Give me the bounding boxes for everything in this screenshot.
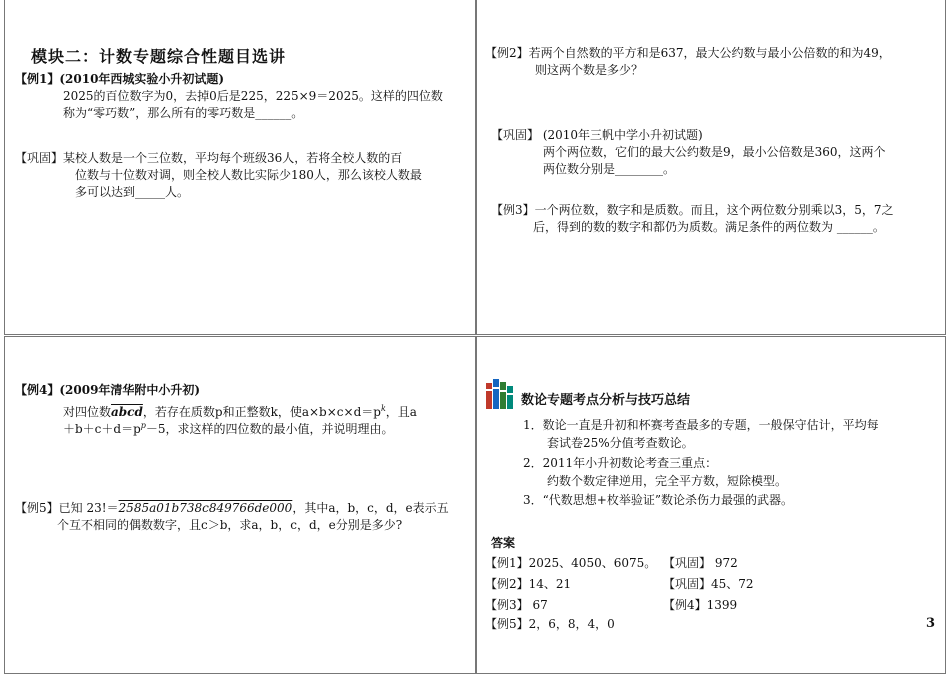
books-icon (485, 377, 515, 409)
summary-item-2: 2．2011年小升初数论考查三重点： (523, 456, 718, 470)
ex4-text-a: 对四位数 (63, 405, 112, 419)
ex2-line-1: 【例2】若两个自然数的平方和是637，最大公约数与最小公倍数的和为49， (485, 46, 891, 60)
summary-item-2-cont: 约数个数定律逆用，完全平方数，短除模型。 (547, 474, 788, 488)
slide-panel-1 (4, 0, 476, 335)
gonggu-1-line-2: 位数与十位数对调，则全校人数比实际少180人，那么该校人数最 (75, 168, 422, 182)
ex4-exponent-p: p (140, 421, 146, 430)
gonggu-1-line-1: 【巩固】某校人数是一个三位数，平均每个班级36人，若将全校人数的百 (15, 151, 403, 165)
summary-item-1-cont: 套试卷25%分值考查数论。 (547, 436, 694, 450)
ex4-header: 【例4】(2009年清华附中小升初) (15, 383, 201, 397)
ex4-text-b: ，若存在质数p和正整数k，使a×b×c×d＝p (142, 405, 381, 419)
ex4-text-c: ，且a (385, 405, 417, 419)
gonggu-2-line-2: 两位数分别是________。 (543, 162, 676, 176)
ex4-exponent-k: k (380, 404, 386, 413)
ex5-line-2: 个互不相同的偶数数字，且c＞b，求a，b，c，d，e分别是多少? (57, 518, 403, 532)
ex1-header: 【例1】(2010年西城实验小升初试题) (15, 72, 225, 86)
slide-panel-3 (4, 336, 476, 674)
summary-heading: 数论专题考点分析与技巧总结 (521, 393, 691, 408)
ex5-text-a: 【例5】已知 23!＝ (15, 501, 119, 515)
answer-ex4: 【例4】1399 (663, 598, 738, 612)
ex2-line-2: 则这两个数是多少？ (535, 63, 644, 77)
summary-item-1: 1．数论一直是升初和杯赛考查最多的专题，一般保守估计，平均每 (523, 418, 879, 432)
gonggu-2-header: 【巩固】 (2010年三帆中学小升初试题) (491, 128, 703, 142)
answer-ex3: 【例3】 67 (485, 598, 548, 612)
answer-ex5: 【例5】2，6，8，4，0 (485, 617, 615, 631)
summary-item-3: 3．“代数思想+枚举验证”数论杀伤力最强的武器。 (523, 493, 793, 507)
ex5-line-1 (15, 500, 449, 517)
slide-panel-2 (476, 0, 946, 335)
ex3-line-1: 【例3】一个两位数，数字和是质数。而且，这个两位数分别乘以3，5，7之 (491, 203, 894, 217)
ex4-line-2 (63, 417, 394, 438)
ex1-line-2: 称为“零巧数”，那么所有的零巧数是______。 (63, 106, 304, 120)
page-number: 3 (925, 616, 935, 631)
module-title: 模块二：计数专题综合性题目选讲 (31, 47, 287, 66)
ex5-text-b: ，其中a，b，c，d，e表示五 (292, 501, 449, 515)
ex1-line-1: 2025的百位数字为0，去掉0后是225，225×9＝2025。这样的四位数 (63, 89, 443, 103)
answer-ex1: 【例1】2025、4050、6075。 (485, 556, 657, 570)
answers-title: 答案 (491, 536, 516, 550)
answer-gonggu-1: 【巩固】 972 (663, 556, 738, 570)
gonggu-2-line-1: 两个两位数，它们的最大公约数是9，最小公倍数是360，这两个 (543, 145, 886, 159)
gonggu-1-line-3: 多可以达到_____人。 (75, 185, 190, 199)
ex4-text-d: ＋b＋c＋d＝p (63, 422, 141, 436)
ex4-text-e: －5，求这样的四位数的最小值，并说明理由。 (145, 422, 394, 436)
ex4-overline-number: abcd (111, 405, 143, 419)
ex3-line-2: 后，得到的数的数字和都仍为质数。满足条件的两位数为 ______。 (533, 220, 885, 234)
answer-gonggu-2: 【巩固】45、72 (663, 577, 754, 591)
answer-ex2: 【例2】14、21 (485, 577, 572, 591)
slide-panel-4 (476, 336, 946, 674)
ex5-overline-number: 2585a01b738c849766de000 (118, 501, 293, 515)
